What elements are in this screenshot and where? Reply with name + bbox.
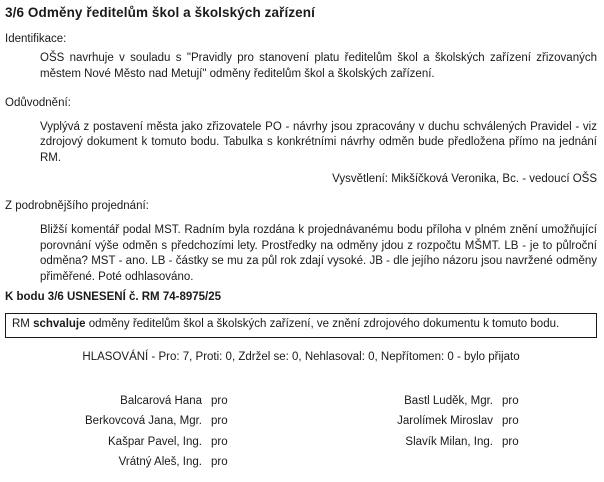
resolution-text-prefix: RM: [12, 317, 34, 330]
vote-row: [296, 391, 519, 411]
voting-summary: HLASOVÁNÍ - Pro: 7, Proti: 0, Zdržel se: 0, Nehlasoval: 0, Nepřítomen: 0 - bylo přijato: [82, 350, 520, 363]
vote-value: pro: [502, 395, 519, 407]
vote-value: pro: [211, 455, 228, 468]
document-title: 3/6 Odměny ředitelům škol a školských zařízení: [5, 5, 315, 20]
section-label-projednani: Z podrobnějšího projednání:: [5, 199, 149, 212]
resolution-heading: K bodu 3/6 USNESENÍ č. RM 74-8975/25: [5, 291, 222, 303]
resolution-verb-bold: schvaluje: [33, 317, 86, 330]
vote-row: [5, 432, 228, 452]
voter-name: Vrátný Aleš, Ing.: [118, 455, 202, 468]
voter-name: Kašpar Pavel, Ing.: [108, 435, 202, 448]
vote-row: [5, 411, 228, 431]
vote-value: pro: [211, 435, 228, 448]
vote-value: pro: [211, 415, 228, 428]
resolution-text-suffix: odměny ředitelům škol a školských zařízení, ve znění zdrojového dokumentu k tomuto bodu.: [85, 317, 560, 330]
vote-row: [5, 391, 228, 411]
resolution-box: [5, 313, 597, 339]
voting-results: [5, 391, 597, 481]
section-label-identifikace: Identifikace:: [5, 32, 67, 45]
section-text-oduvodneni: Vyplývá z postavení města jako zřizovatele PO - návrhy jsou zpracovány v duchu schválených Pravidel - viz zdrojový dokument k tomuto bodu. Tabulka s konkrétními návrhy odměn bude předložena přímo na jednání RM.: [40, 120, 597, 164]
voter-name: Berkovcová Jana, Mgr.: [85, 415, 202, 428]
vote-value: pro: [502, 435, 519, 448]
vote-row: [5, 452, 228, 472]
vote-value: pro: [502, 415, 519, 428]
section-label-oduvodneni: Odůvodnění:: [5, 97, 71, 109]
voter-name: Bastl Luděk, Mgr.: [404, 395, 493, 407]
vote-value: pro: [211, 395, 228, 407]
voting-column-left: [5, 391, 228, 472]
explanation-note: Vysvětlení: Mikšíčková Veronika, Bc. - vedoucí OŠS: [332, 173, 597, 185]
vote-row: [296, 432, 519, 452]
voter-name: Slavík Milan, Ing.: [405, 435, 493, 448]
voter-name: Balcarová Hana: [120, 395, 202, 407]
voter-name: Jarolímek Miroslav: [397, 415, 493, 428]
voting-column-right: [296, 391, 519, 452]
section-text-identifikace: OŠS navrhuje v souladu s "Pravidly pro stanovení platu ředitelům škol a školských zařízení zřizovaných městem Nové Město nad Metují" odměny ředitelům škol a školských zařízení.: [40, 52, 597, 80]
vote-row: [296, 411, 519, 431]
section-text-projednani: Bližší komentář podal MST. Radním byla rozdána k projednávanému bodu příloha v plném znění umožňující porovnání výše odměn s předchozími lety. Prostředky na odměny jdou z rozpočtu MŠMT. LB - je to půlroční odměna? MST - ano. LB - částky se mu za půl rok zdají vysoké. JB - dle jejího názoru jsou navržené odměny přiměřené. Poté odhlasováno.: [40, 224, 597, 283]
